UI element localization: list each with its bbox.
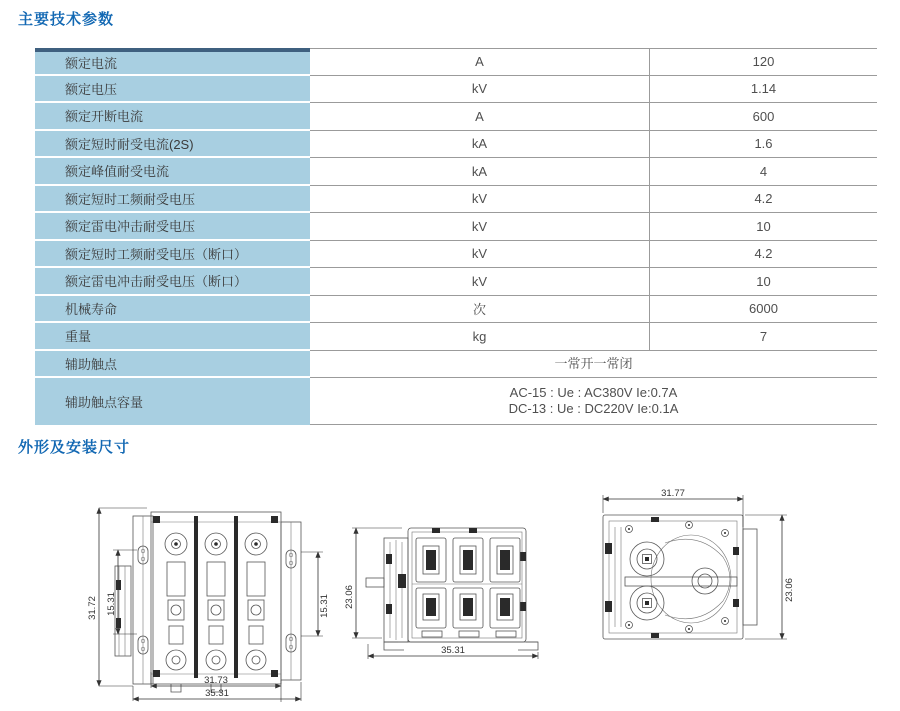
front-view-body: [115, 512, 301, 692]
param-value: 1.14: [650, 76, 877, 104]
dim-front-bottom-outer: 35.31: [205, 688, 229, 699]
dim-side-bottom: 35.31: [441, 645, 465, 656]
table-row: [35, 158, 877, 186]
param-value-line: DC-13 : Ue : DC220V Ie:0.1A: [508, 401, 679, 416]
table-row: [35, 48, 877, 76]
pole: [245, 533, 267, 670]
param-unit: A: [310, 103, 650, 131]
table-row: [35, 103, 877, 131]
param-label: 额定短时耐受电流(2S): [35, 131, 310, 159]
param-label: 额定短时工频耐受电压（断口）: [35, 241, 310, 269]
param-value: 4: [650, 158, 877, 186]
section-title-technical-parameters: 主要技术参数: [18, 11, 115, 28]
table-row: [35, 213, 877, 241]
fuse-elements: [416, 538, 520, 628]
param-value-merged: 一常开一常闭: [310, 351, 877, 379]
table-row: [35, 76, 877, 104]
param-label: 额定雷电冲击耐受电压（断口）: [35, 268, 310, 296]
rear-view-dimensions: [603, 488, 795, 639]
dim-front-bottom-inner: 31.73: [204, 675, 228, 686]
technical-parameters-table: [35, 48, 877, 425]
param-label: 辅助触点: [35, 351, 310, 379]
table-row: [35, 296, 877, 324]
param-unit: kA: [310, 131, 650, 159]
param-value: 1.6: [650, 131, 877, 159]
param-value: 7: [650, 323, 877, 351]
param-unit: A: [310, 48, 650, 76]
table-row: [35, 186, 877, 214]
side-view-drawing: [342, 512, 552, 662]
table-row: [35, 241, 877, 269]
table-row: [35, 268, 877, 296]
param-value-line: AC-15 : Ue : AC380V Ie:0.7A: [509, 385, 678, 400]
param-label: 额定短时工频耐受电压: [35, 186, 310, 214]
param-label: 额定雷电冲击耐受电压: [35, 213, 310, 241]
param-unit: kV: [310, 76, 650, 104]
pole: [205, 533, 227, 670]
dim-front-right: 15.31: [319, 594, 330, 618]
front-view-drawing: [85, 488, 330, 703]
param-label: 额定开断电流: [35, 103, 310, 131]
param-unit: kg: [310, 323, 650, 351]
side-view-dimensions: [344, 528, 538, 659]
param-value: 4.2: [650, 241, 877, 269]
param-value: 10: [650, 268, 877, 296]
param-label: 辅助触点容量: [35, 378, 310, 425]
section-title-dimensions: 外形及安装尺寸: [18, 439, 131, 456]
param-label: 重量: [35, 323, 310, 351]
dim-side-left: 23.06: [344, 585, 355, 609]
param-value-merged: [310, 378, 877, 425]
table-row: [35, 323, 877, 351]
rear-view-drawing: [585, 487, 800, 652]
table-row: [35, 351, 877, 379]
dim-rear-right: 23.06: [784, 578, 795, 602]
table-row: [35, 131, 877, 159]
param-label: 机械寿命: [35, 296, 310, 324]
param-label: 额定电流: [35, 48, 310, 76]
table-row: [35, 378, 877, 425]
param-unit: kV: [310, 213, 650, 241]
param-unit: 次: [310, 296, 650, 324]
param-label: 额定峰值耐受电流: [35, 158, 310, 186]
rear-view-body: [603, 515, 757, 639]
param-value: 120: [650, 48, 877, 76]
param-value: 600: [650, 103, 877, 131]
pole: [165, 533, 187, 670]
param-unit: kA: [310, 158, 650, 186]
front-view-dimensions: [87, 508, 330, 702]
param-unit: kV: [310, 186, 650, 214]
param-label: 额定电压: [35, 76, 310, 104]
param-value: 10: [650, 213, 877, 241]
dim-front-left-inner: 15.31: [106, 592, 117, 616]
dim-front-left-outer: 31.72: [87, 596, 98, 620]
param-value: 6000: [650, 296, 877, 324]
dim-rear-top: 31.77: [661, 488, 685, 499]
side-view-body: [366, 528, 538, 650]
param-unit: kV: [310, 268, 650, 296]
param-value: 4.2: [650, 186, 877, 214]
param-unit: kV: [310, 241, 650, 269]
